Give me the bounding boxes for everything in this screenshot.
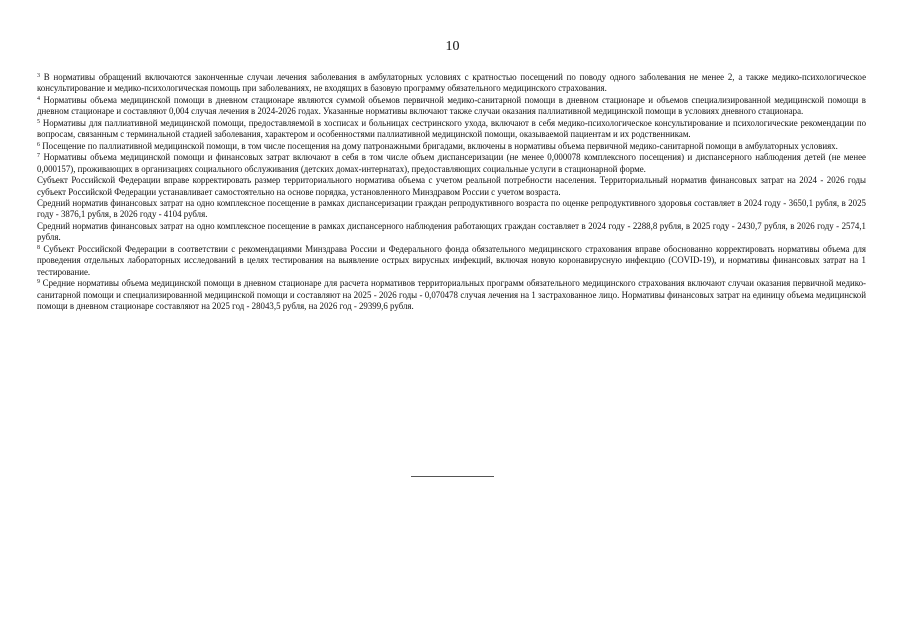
footnote-text: Нормативы объема медицинской помощи и финансовых затрат включают в себя в том числе объем диспансеризации (не менее 0,000078 комплексного посещения) и диспансерного наблюдения детей (не менее 0,000157), проживающих в организациях социального обслуживания (детских домах-интернатах), предоставляющих социальные услуги в стационарной форме. (37, 152, 867, 174)
footnote-marker: 8 (37, 244, 40, 251)
footnote-marker: 5 (37, 118, 40, 125)
footnote-marker: 4 (37, 95, 40, 102)
footnote-text: Нормативы объема медицинской помощи в дневном стационаре являются суммой объемов первичной медико-санитарной помощи в дневном стационаре и объемов специализированной медицинской помощи в дневном стационаре и составляют 0,004 случая лечения в 2024-2026 годах. Указанные нормативы включают также случаи оказания паллиативной медицинской помощи в условиях дневного стационара. (37, 94, 866, 117)
end-separator-line (411, 476, 494, 477)
footnote-7-reproductive-health (37, 198, 866, 221)
footnote-9 (37, 278, 866, 312)
footnote-5 (37, 118, 866, 141)
footnote-8 (37, 244, 866, 278)
footnote-text: Субъект Российской Федерации в соответствии с рекомендациями Минздрава России и Федерального фонда обязательного медицинского страхования вправе обоснованно корректировать нормативы объема для проведения отдельных лабораторных исследований в целях тестирования на выявление острых вирусных инфекций, включая новую коронавирусную инфекцию (COVID-19), и нормативы финансовых затрат на 1 тестирование. (37, 243, 867, 277)
footnote-7 (37, 152, 866, 175)
footnote-marker: 7 (37, 153, 40, 160)
footnotes (37, 72, 866, 313)
footnote-text: Средний норматив финансовых затрат на одно комплексное посещение в рамках диспансерного наблюдения работающих граждан составляет в 2024 году - 2288,8 рубля, в 2025 году - 2430,7 рубля, в 2026 году - 2574,1 рубля. (37, 220, 866, 243)
footnote-text: В нормативы обращений включаются законченные случаи лечения заболевания в амбулаторных условиях с кратностью посещений по поводу одного заболевания не менее 2, а также медико-психологическое консультирование и медико-психологическая помощь при заболеваниях, не входящих в базовую программу обязательного медицинского страхования. (37, 72, 867, 94)
footnote-text: Субъект Российской Федерации вправе корректировать размер территориального норматива объема с учетом реальной потребности населения. Территориальный норматив финансовых затрат на 2024 - 2026 годы субъект Российской Федерации устанавливает самостоятельно на основе порядка, установленного Минздравом России с учетом возраста. (37, 175, 866, 197)
footnote-6 (37, 141, 866, 152)
footnote-text: Нормативы для паллиативной медицинской помощи, предоставляемой в хосписах и больницах сестринского ухода, включают в себя медико-психологическое консультирование и психологические рекомендации по вопросам, связанным с терминальной стадией заболевания, характером и особенностями паллиативной медицинской помощи, оказываемой пациентам и их родственникам. (37, 117, 867, 140)
footnote-3 (37, 72, 866, 95)
footnote-marker: 6 (37, 141, 40, 148)
footnote-marker: 9 (37, 279, 40, 286)
footnote-text: Средний норматив финансовых затрат на одно комплексное посещение в рамках диспансеризации граждан репродуктивного возраста по оценке репродуктивного здоровья составляет в 2024 году - 3650,1 рубля, в 2025 году - 3876,1 рубля, в 2026 году - 4104 рубля. (37, 197, 866, 220)
footnote-text: Средние нормативы объема медицинской помощи в дневном стационаре для расчета нормативов территориальных программ обязательного медицинского страхования включают случаи оказания первичной медико-санитарной помощи и специализированной медицинской помощи и составляют на 2025 - 2026 годы - 0,070478 случая лечения на 1 застрахованное лицо. Нормативы финансовых затрат на единицу объема медицинской помощи в дневном стационаре составляют на 2025 год - 28043,5 рубля, на 2026 год - 29399,6 рубля. (37, 278, 866, 312)
footnote-7-dispensary-observation (37, 221, 866, 244)
footnote-text: Посещение по паллиативной медицинской помощи, в том числе посещения на дому патронажными бригадами, включены в нормативы объема первичной медико-санитарной помощи в амбулаторных условиях. (42, 140, 838, 151)
footnote-4 (37, 95, 866, 118)
page-number: 10 (445, 39, 460, 54)
footnote-7-territorial-norm (37, 175, 866, 198)
footnote-marker: 3 (37, 73, 40, 79)
